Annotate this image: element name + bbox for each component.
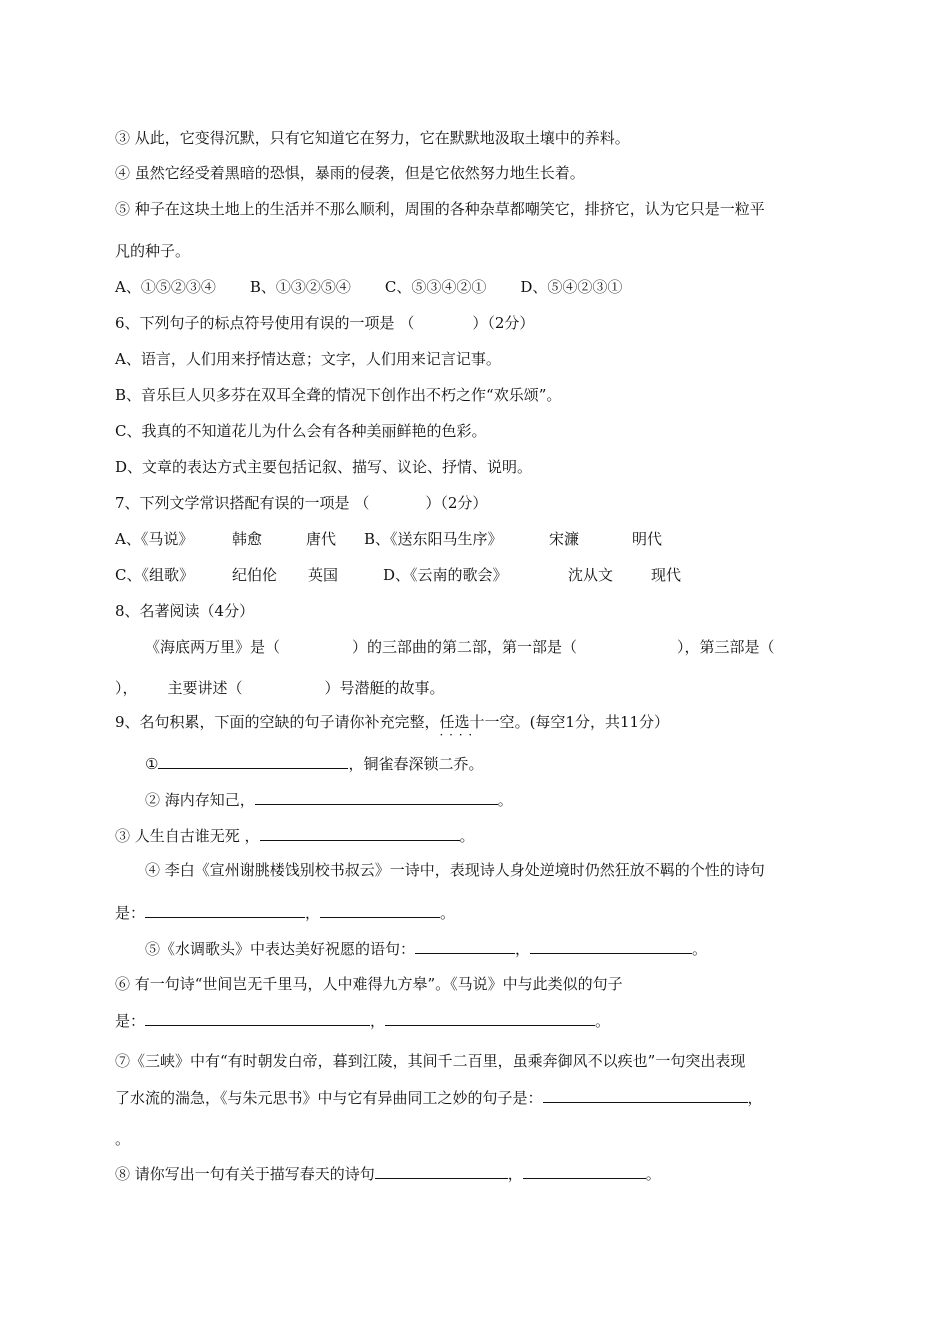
q6-option-a: A、语言，人们用来抒情达意；文字，人们用来记言记事。 [115, 350, 501, 368]
q7-row-2 [115, 565, 681, 585]
q7-row-1 [115, 529, 662, 549]
sentence-5-cont: 凡的种子。 [115, 242, 191, 260]
q6-stem: 6、下列句子的标点符号使用有误的一项是 （ [115, 314, 415, 332]
poem-blank[interactable] [530, 938, 692, 954]
q6-score: ）（2分） [472, 314, 535, 332]
poem-text: 。 [459, 827, 475, 845]
poem-text: ， [515, 940, 531, 958]
poem-number: ① [145, 755, 159, 773]
poem-7-answer [115, 1087, 763, 1108]
q7-author: 纪伯伦 [232, 566, 278, 584]
poem-text: ，铜雀春深锁二乔。 [348, 755, 484, 773]
poem-2 [145, 789, 513, 810]
poem-text: ， [747, 1089, 763, 1107]
poem-4-prompt: ④ 李白《宣州谢朓楼饯别校书叔云》一诗中，表现诗人身处逆境时仍然狂放不羁的个性的诗句 [145, 861, 765, 879]
poem-4-answer [115, 902, 455, 923]
poem-text: ， [370, 1012, 386, 1030]
sentence-4: ④ 虽然它经受着黑暗的恐惧，暴雨的侵袭，但是它依然努力地生长着。 [115, 164, 585, 182]
poem-text: 。 [692, 940, 708, 958]
poem-1 [145, 753, 483, 774]
poem-text: ③ 人生自古谁无死 ， [115, 827, 260, 845]
sentence-3: ③ 从此，它变得沉默，只有它知道它在努力，它在默默地汲取土壤中的养料。 [115, 129, 630, 147]
q7-author: 沈从文 [568, 566, 614, 584]
poem-6-prompt: ⑥ 有一句诗“世间岂无千里马，人中难得九方皋”。《马说》中与此类似的句子 [115, 975, 623, 993]
q9-emphasis: 任选十一空 · · · · [440, 712, 515, 732]
sentence-5: ⑤ 种子在这块土地上的生活并不那么顺利，周围的各种杂草都嘲笑它，排挤它，认为它只是一粒平 [115, 200, 765, 218]
q6-option-d: D、文章的表达方式主要包括记叙、描写、议论、抒情、说明。 [115, 458, 533, 476]
poem-blank[interactable] [255, 789, 498, 805]
q7-work: C、《组歌》 [115, 566, 194, 584]
poem-5 [145, 938, 707, 959]
q7-era: 英国 [308, 566, 339, 584]
q7-score: ）（2分） [425, 494, 488, 512]
q8-text: 《海底两万里》是（ [145, 638, 281, 656]
q6-title [115, 313, 534, 333]
q8-line-1 [145, 637, 775, 657]
q7-title [115, 493, 487, 513]
q9-stem: 9、名句积累，下面的空缺的句子请你补充完整， [115, 713, 440, 731]
q7-era: 明代 [632, 530, 663, 548]
q7-work: D、《云南的歌会》 [383, 566, 508, 584]
poem-text: ② 海内存知己， [145, 791, 255, 809]
poem-8 [115, 1163, 661, 1184]
poem-text: ⑧ 请你写出一句有关于描写春天的诗句 [115, 1165, 375, 1183]
poem-blank[interactable] [523, 1163, 646, 1179]
poem-7-end: 。 [115, 1130, 131, 1148]
q7-author: 韩愈 [232, 530, 263, 548]
poem-text: 。 [595, 1012, 611, 1030]
q9-score: 。(每空1分，共11分） [514, 713, 670, 731]
poem-text: ， [507, 1165, 523, 1183]
poem-text: ， [305, 904, 321, 922]
q7-work: A、《马说》 [115, 530, 194, 548]
poem-6-answer [115, 1010, 610, 1031]
poem-7-prompt: ⑦《三峡》中有“有时朝发白帝，暮到江陵，其间千二百里，虽乘奔御风不以疾也”一句突出表现 [115, 1052, 746, 1070]
q7-era: 现代 [651, 566, 682, 584]
q6-option-c: C、我真的不知道花儿为什么会有各种美丽鲜艳的色彩。 [115, 422, 487, 440]
q8-text: ）的三部曲的第二部，第一部是（ [352, 638, 578, 656]
poem-text: 。 [645, 1165, 661, 1183]
poem-blank[interactable] [145, 1010, 370, 1026]
poem-text: 了水流的湍急，《与朱元思书》中与它有异曲同工之妙的句子是： [115, 1089, 543, 1107]
q8-line-2 [115, 678, 445, 698]
q5-option-b: B、①③②⑤④ [249, 278, 351, 296]
q8-text: ）号潜艇的故事。 [324, 679, 445, 697]
q5-option-a: A、①⑤②③④ [115, 278, 216, 296]
poem-blank[interactable] [375, 1163, 508, 1179]
q7-author: 宋濂 [549, 530, 580, 548]
poem-3 [115, 825, 475, 846]
q8-text: 主要讲述（ [167, 679, 243, 697]
q9-title [115, 712, 669, 732]
q5-option-c: C、⑤③④②① [384, 278, 487, 296]
poem-blank[interactable] [415, 938, 515, 954]
poem-text: 是： [115, 1012, 146, 1030]
q8-title: 8、名著阅读（4分） [115, 602, 255, 620]
poem-text: ⑤《水调歌头》中表达美好祝愿的语句： [145, 940, 416, 958]
poem-blank[interactable] [385, 1010, 595, 1026]
q8-text: ）， [115, 679, 138, 697]
poem-blank[interactable] [543, 1087, 748, 1103]
q5-option-d: D、⑤④②③① [520, 278, 623, 296]
poem-text: 。 [497, 791, 513, 809]
poem-blank[interactable] [158, 753, 348, 769]
q8-text: ），第三部是（ [677, 638, 775, 656]
q7-work: B、《送东阳马生序》 [364, 530, 503, 548]
poem-blank[interactable] [145, 902, 305, 918]
q7-stem: 7、下列文学常识搭配有误的一项是 （ [115, 494, 370, 512]
poem-text: 。 [440, 904, 456, 922]
poem-text: 是： [115, 904, 146, 922]
poem-blank[interactable] [320, 902, 440, 918]
q5-options [115, 277, 622, 297]
q7-era: 唐代 [306, 530, 337, 548]
q6-option-b: B、音乐巨人贝多芬在双耳全聋的情况下创作出不朽之作“欢乐颂”。 [115, 386, 562, 404]
poem-blank[interactable] [260, 825, 460, 841]
